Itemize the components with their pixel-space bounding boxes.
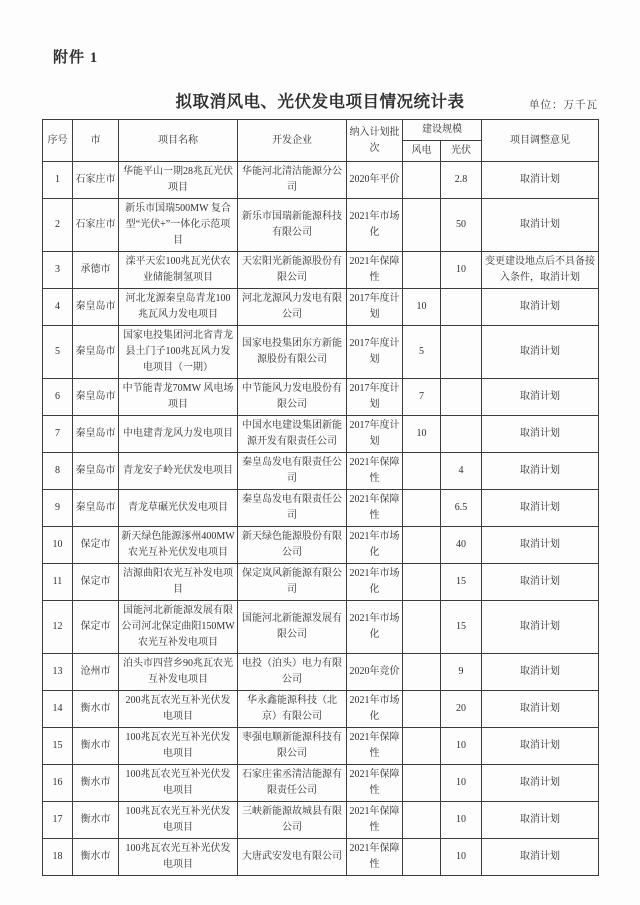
cell-project: 青龙草碾光伏发电项目 <box>119 490 238 527</box>
cell-pv <box>441 289 482 326</box>
cell-project: 泊头市四营乡90兆瓦农光互补发电项目 <box>119 654 238 691</box>
cell-batch: 2020年平价 <box>347 162 403 199</box>
cell-developer: 秦皇岛发电有限责任公司 <box>238 490 347 527</box>
col-header-project: 项目名称 <box>119 120 238 162</box>
cell-city: 秦皇岛市 <box>73 453 119 490</box>
cell-batch: 2021年保障性 <box>347 453 403 490</box>
cell-developer: 中国水电建设集团新能源开发有限责任公司 <box>238 416 347 453</box>
cell-index: 6 <box>43 379 73 416</box>
cell-pv: 10 <box>441 802 482 839</box>
cell-pv: 10 <box>441 839 482 876</box>
col-header-scale-group: 建设规模 <box>403 120 482 141</box>
cell-developer: 华能河北清洁能源分公司 <box>238 162 347 199</box>
table-row <box>43 654 599 691</box>
col-header-city: 市 <box>73 120 119 162</box>
cell-wind <box>403 691 441 728</box>
cell-pv: 10 <box>441 765 482 802</box>
cell-opinion: 取消计划 <box>482 654 599 691</box>
col-header-pv: 光伏 <box>441 141 482 162</box>
cell-project: 河北龙源秦皇岛青龙100兆瓦风力发电项目 <box>119 289 238 326</box>
cell-opinion: 取消计划 <box>482 802 599 839</box>
cell-project: 中节能青龙70MW 风电场项目 <box>119 379 238 416</box>
cell-project: 200兆瓦农光互补光伏发电项目 <box>119 691 238 728</box>
cell-batch: 2017年度计划 <box>347 416 403 453</box>
cell-developer: 枣强电顺新能源科技有限公司 <box>238 728 347 765</box>
cell-city: 保定市 <box>73 601 119 654</box>
table-row <box>43 564 599 601</box>
cell-developer: 石家庄雀丞清洁能源有限责任公司 <box>238 765 347 802</box>
cell-index: 10 <box>43 527 73 564</box>
table-row <box>43 691 599 728</box>
cell-project: 青龙安子岭光伏发电项目 <box>119 453 238 490</box>
cell-opinion: 取消计划 <box>482 691 599 728</box>
cell-batch: 2021年保障性 <box>347 839 403 876</box>
cell-wind <box>403 802 441 839</box>
cell-developer: 河北龙源风力发电有限公司 <box>238 289 347 326</box>
cell-project: 100兆瓦农光互补光伏发电项目 <box>119 802 238 839</box>
cell-batch: 2021年市场化 <box>347 527 403 564</box>
cell-city: 衡水市 <box>73 765 119 802</box>
cell-opinion: 取消计划 <box>482 527 599 564</box>
col-header-index: 序号 <box>43 120 73 162</box>
cell-index: 2 <box>43 199 73 252</box>
cell-developer: 新乐市国瑞新能源科技有限公司 <box>238 199 347 252</box>
projects-table <box>42 119 599 876</box>
cell-opinion: 取消计划 <box>482 728 599 765</box>
cell-wind: 5 <box>403 326 441 379</box>
cell-opinion: 取消计划 <box>482 162 599 199</box>
cell-opinion: 取消计划 <box>482 453 599 490</box>
cell-wind <box>403 839 441 876</box>
cell-city: 沧州市 <box>73 654 119 691</box>
cell-opinion: 取消计划 <box>482 564 599 601</box>
cell-pv: 15 <box>441 564 482 601</box>
cell-developer: 保定岚风新能源有限公司 <box>238 564 347 601</box>
cell-opinion: 取消计划 <box>482 765 599 802</box>
cell-batch: 2021年保障性 <box>347 728 403 765</box>
cell-pv: 6.5 <box>441 490 482 527</box>
cell-wind <box>403 199 441 252</box>
cell-pv <box>441 416 482 453</box>
cell-developer: 华永鑫能源科技（北京）有限公司 <box>238 691 347 728</box>
document-content <box>42 46 598 876</box>
col-header-batch: 纳入计划批次 <box>347 120 403 162</box>
cell-index: 8 <box>43 453 73 490</box>
cell-wind <box>403 162 441 199</box>
col-header-wind: 风电 <box>403 141 441 162</box>
cell-developer: 天宏阳光新能源股份有限公司 <box>238 252 347 289</box>
cell-wind: 10 <box>403 416 441 453</box>
cell-city: 保定市 <box>73 527 119 564</box>
cell-developer: 国能河北新能源发展有限公司 <box>238 601 347 654</box>
cell-index: 5 <box>43 326 73 379</box>
cell-opinion: 取消计划 <box>482 601 599 654</box>
cell-wind <box>403 564 441 601</box>
cell-batch: 2021年市场化 <box>347 564 403 601</box>
cell-developer: 电投（泊头）电力有限公司 <box>238 654 347 691</box>
cell-city: 石家庄市 <box>73 162 119 199</box>
cell-wind: 7 <box>403 379 441 416</box>
cell-city: 衡水市 <box>73 691 119 728</box>
cell-project: 国能河北新能源发展有限公司河北保定曲阳150MW 农光互补发电项目 <box>119 601 238 654</box>
cell-batch: 2021年市场化 <box>347 199 403 252</box>
table-row <box>43 802 599 839</box>
cell-city: 秦皇岛市 <box>73 490 119 527</box>
cell-project: 100兆瓦农光互补光伏发电项目 <box>119 728 238 765</box>
cell-pv: 4 <box>441 453 482 490</box>
table-header <box>43 120 599 162</box>
page-title: 拟取消风电、光伏发电项目情况统计表 <box>175 92 465 111</box>
table-row <box>43 728 599 765</box>
cell-opinion: 取消计划 <box>482 199 599 252</box>
table-row <box>43 765 599 802</box>
cell-wind <box>403 453 441 490</box>
cell-project: 中电建青龙风力发电项目 <box>119 416 238 453</box>
cell-batch: 2021年市场化 <box>347 691 403 728</box>
cell-city: 秦皇岛市 <box>73 289 119 326</box>
cell-project: 100兆瓦农光互补光伏发电项目 <box>119 765 238 802</box>
cell-opinion: 取消计划 <box>482 839 599 876</box>
table-row <box>43 839 599 876</box>
cell-project: 洁源曲阳农光互补发电项目 <box>119 564 238 601</box>
cell-opinion: 取消计划 <box>482 379 599 416</box>
title-row <box>42 91 598 113</box>
unit-label: 单位：万千瓦 <box>529 100 598 111</box>
table-row <box>43 252 599 289</box>
table-row <box>43 379 599 416</box>
cell-batch: 2021年市场化 <box>347 601 403 654</box>
cell-developer: 大唐武安发电有限公司 <box>238 839 347 876</box>
cell-project: 新天绿色能源涿州400MW 农光互补光伏发电项目 <box>119 527 238 564</box>
cell-index: 18 <box>43 839 73 876</box>
cell-index: 16 <box>43 765 73 802</box>
cell-batch: 2017年度计划 <box>347 379 403 416</box>
cell-project: 国家电投集团河北省青龙县土门子100兆瓦风力发电项目（一期） <box>119 326 238 379</box>
cell-pv: 9 <box>441 654 482 691</box>
cell-project: 滦平天宏100兆瓦光伏农业储能制氢项目 <box>119 252 238 289</box>
cell-city: 承德市 <box>73 252 119 289</box>
cell-wind <box>403 765 441 802</box>
cell-batch: 2021年保障性 <box>347 252 403 289</box>
cell-project: 100兆瓦农光互补光伏发电项目 <box>119 839 238 876</box>
cell-batch: 2017年度计划 <box>347 289 403 326</box>
cell-wind <box>403 654 441 691</box>
cell-city: 衡水市 <box>73 839 119 876</box>
cell-city: 秦皇岛市 <box>73 326 119 379</box>
table-row <box>43 490 599 527</box>
cell-wind <box>403 252 441 289</box>
attachment-label: 附件 1 <box>53 50 99 66</box>
cell-wind <box>403 527 441 564</box>
cell-developer: 秦皇岛发电有限责任公司 <box>238 453 347 490</box>
cell-developer: 中节能风力发电股份有限公司 <box>238 379 347 416</box>
cell-pv: 40 <box>441 527 482 564</box>
cell-developer: 国家电投集团东方新能源股份有限公司 <box>238 326 347 379</box>
cell-batch: 2021年保障性 <box>347 802 403 839</box>
cell-index: 4 <box>43 289 73 326</box>
cell-index: 3 <box>43 252 73 289</box>
cell-index: 11 <box>43 564 73 601</box>
cell-pv: 10 <box>441 252 482 289</box>
cell-city: 秦皇岛市 <box>73 379 119 416</box>
table-row <box>43 527 599 564</box>
table-body <box>43 162 599 876</box>
table-row <box>43 453 599 490</box>
table-row <box>43 416 599 453</box>
cell-developer: 新天绿色能源股份有限公司 <box>238 527 347 564</box>
col-header-developer: 开发企业 <box>238 120 347 162</box>
cell-opinion: 取消计划 <box>482 490 599 527</box>
cell-batch: 2021年保障性 <box>347 490 403 527</box>
cell-index: 15 <box>43 728 73 765</box>
cell-batch: 2020年竞价 <box>347 654 403 691</box>
cell-city: 保定市 <box>73 564 119 601</box>
cell-pv <box>441 326 482 379</box>
cell-opinion: 变更建设地点后不具备接入条件，取消计划 <box>482 252 599 289</box>
cell-project: 华能平山一期28兆瓦光伏项目 <box>119 162 238 199</box>
table-row <box>43 601 599 654</box>
cell-pv: 20 <box>441 691 482 728</box>
table-row <box>43 326 599 379</box>
cell-wind <box>403 728 441 765</box>
cell-index: 1 <box>43 162 73 199</box>
cell-wind <box>403 601 441 654</box>
cell-pv: 15 <box>441 601 482 654</box>
cell-index: 9 <box>43 490 73 527</box>
table-row <box>43 199 599 252</box>
cell-batch: 2017年度计划 <box>347 326 403 379</box>
cell-developer: 三峡新能源故城县有限公司 <box>238 802 347 839</box>
table-row <box>43 162 599 199</box>
cell-city: 石家庄市 <box>73 199 119 252</box>
cell-pv <box>441 379 482 416</box>
cell-wind <box>403 490 441 527</box>
cell-wind: 10 <box>403 289 441 326</box>
col-header-opinion: 项目调整意见 <box>482 120 599 162</box>
cell-city: 衡水市 <box>73 728 119 765</box>
cell-opinion: 取消计划 <box>482 326 599 379</box>
cell-index: 7 <box>43 416 73 453</box>
cell-city: 秦皇岛市 <box>73 416 119 453</box>
cell-opinion: 取消计划 <box>482 416 599 453</box>
cell-pv: 10 <box>441 728 482 765</box>
cell-index: 17 <box>43 802 73 839</box>
cell-city: 衡水市 <box>73 802 119 839</box>
cell-opinion: 取消计划 <box>482 289 599 326</box>
cell-pv: 2.8 <box>441 162 482 199</box>
cell-index: 14 <box>43 691 73 728</box>
cell-pv: 50 <box>441 199 482 252</box>
cell-index: 12 <box>43 601 73 654</box>
cell-project: 新乐市国瑞500MW 复合型“光伏+”一体化示范项目 <box>119 199 238 252</box>
cell-index: 13 <box>43 654 73 691</box>
table-row <box>43 289 599 326</box>
cell-batch: 2021年保障性 <box>347 765 403 802</box>
